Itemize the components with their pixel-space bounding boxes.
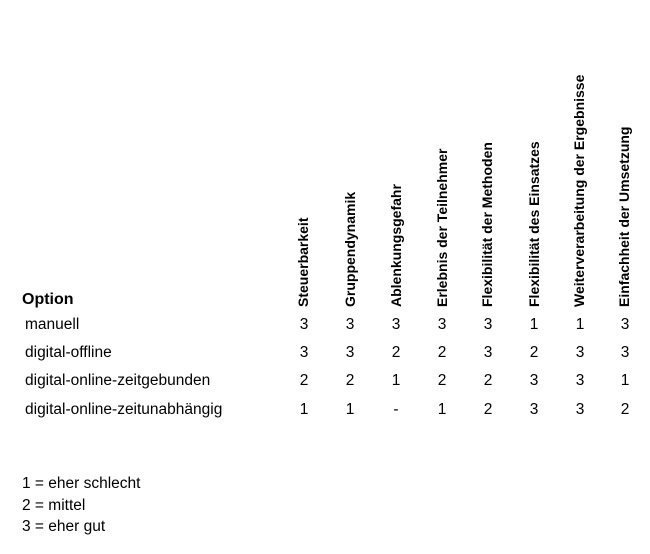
table-cell: 1 xyxy=(575,316,585,333)
legend-item: 3 = eher gut xyxy=(22,518,106,535)
table-row-label: digital-online-zeitunabhängig xyxy=(25,401,223,418)
table-cell: 3 xyxy=(299,316,309,333)
column-header-weiterverarbeitung-der-ergebnisse: Weiterverarbeitung der Ergebnisse xyxy=(571,74,587,307)
legend-item: 2 = mittel xyxy=(22,496,86,514)
column-header-gruppendynamik: Gruppendynamik xyxy=(342,191,358,307)
table-cell: 2 xyxy=(437,344,447,361)
table-cell: 3 xyxy=(575,401,585,418)
table-cell: 2 xyxy=(529,344,539,361)
rating-legend xyxy=(22,473,140,538)
table-row-label: manuell xyxy=(25,316,80,333)
table-cell: 1 xyxy=(529,316,539,333)
column-header-flexibilitaet-der-methoden: Flexibilität der Methoden xyxy=(479,142,495,307)
table-cell: 2 xyxy=(345,372,355,389)
table-cell: 1 xyxy=(299,401,309,418)
table-cell: - xyxy=(393,401,399,418)
table-cell: 3 xyxy=(437,316,447,333)
table-cell: 3 xyxy=(620,316,630,333)
table-cell: 2 xyxy=(437,372,447,389)
table-cell: 3 xyxy=(529,372,539,389)
table-cell: 3 xyxy=(391,316,401,333)
column-header-einfachheit-der-umsetzung: Einfachheit der Umsetzung xyxy=(616,126,632,307)
table-row-label: digital-offline xyxy=(25,344,112,361)
table-cell: 3 xyxy=(345,316,355,333)
table-cell: 1 xyxy=(391,372,401,389)
table-cell: 1 xyxy=(620,372,630,389)
table-cell: 3 xyxy=(483,344,493,361)
table-cell: 2 xyxy=(483,372,493,389)
table-cell: 1 xyxy=(437,401,447,418)
table-cell: 3 xyxy=(299,344,309,361)
table-cell: 3 xyxy=(483,316,493,333)
column-header-steuerbarkeit: Steuerbarkeit xyxy=(295,217,311,307)
table-cell: 2 xyxy=(620,401,630,418)
table-cell: 3 xyxy=(575,372,585,389)
table-cell: 3 xyxy=(345,344,355,361)
option-column-header: Option xyxy=(22,291,74,308)
column-header-flexibilitaet-des-einsatzes: Flexibilität des Einsatzes xyxy=(526,141,542,307)
table-cell: 2 xyxy=(483,401,493,418)
table-cell: 2 xyxy=(299,372,309,389)
table-cell: 2 xyxy=(391,344,401,361)
table-cell: 3 xyxy=(529,401,539,418)
column-header-ablenkungsgefahr: Ablenkungsgefahr xyxy=(388,184,404,307)
table-row-label: digital-online-zeitgebunden xyxy=(25,372,211,389)
column-header-erlebnis-der-teilnehmer: Erlebnis der Teilnehmer xyxy=(434,148,450,307)
table-cell: 3 xyxy=(575,344,585,361)
table-cell: 3 xyxy=(620,344,630,361)
legend-item: 1 = eher schlecht xyxy=(22,475,141,492)
table-cell: 1 xyxy=(345,401,355,418)
